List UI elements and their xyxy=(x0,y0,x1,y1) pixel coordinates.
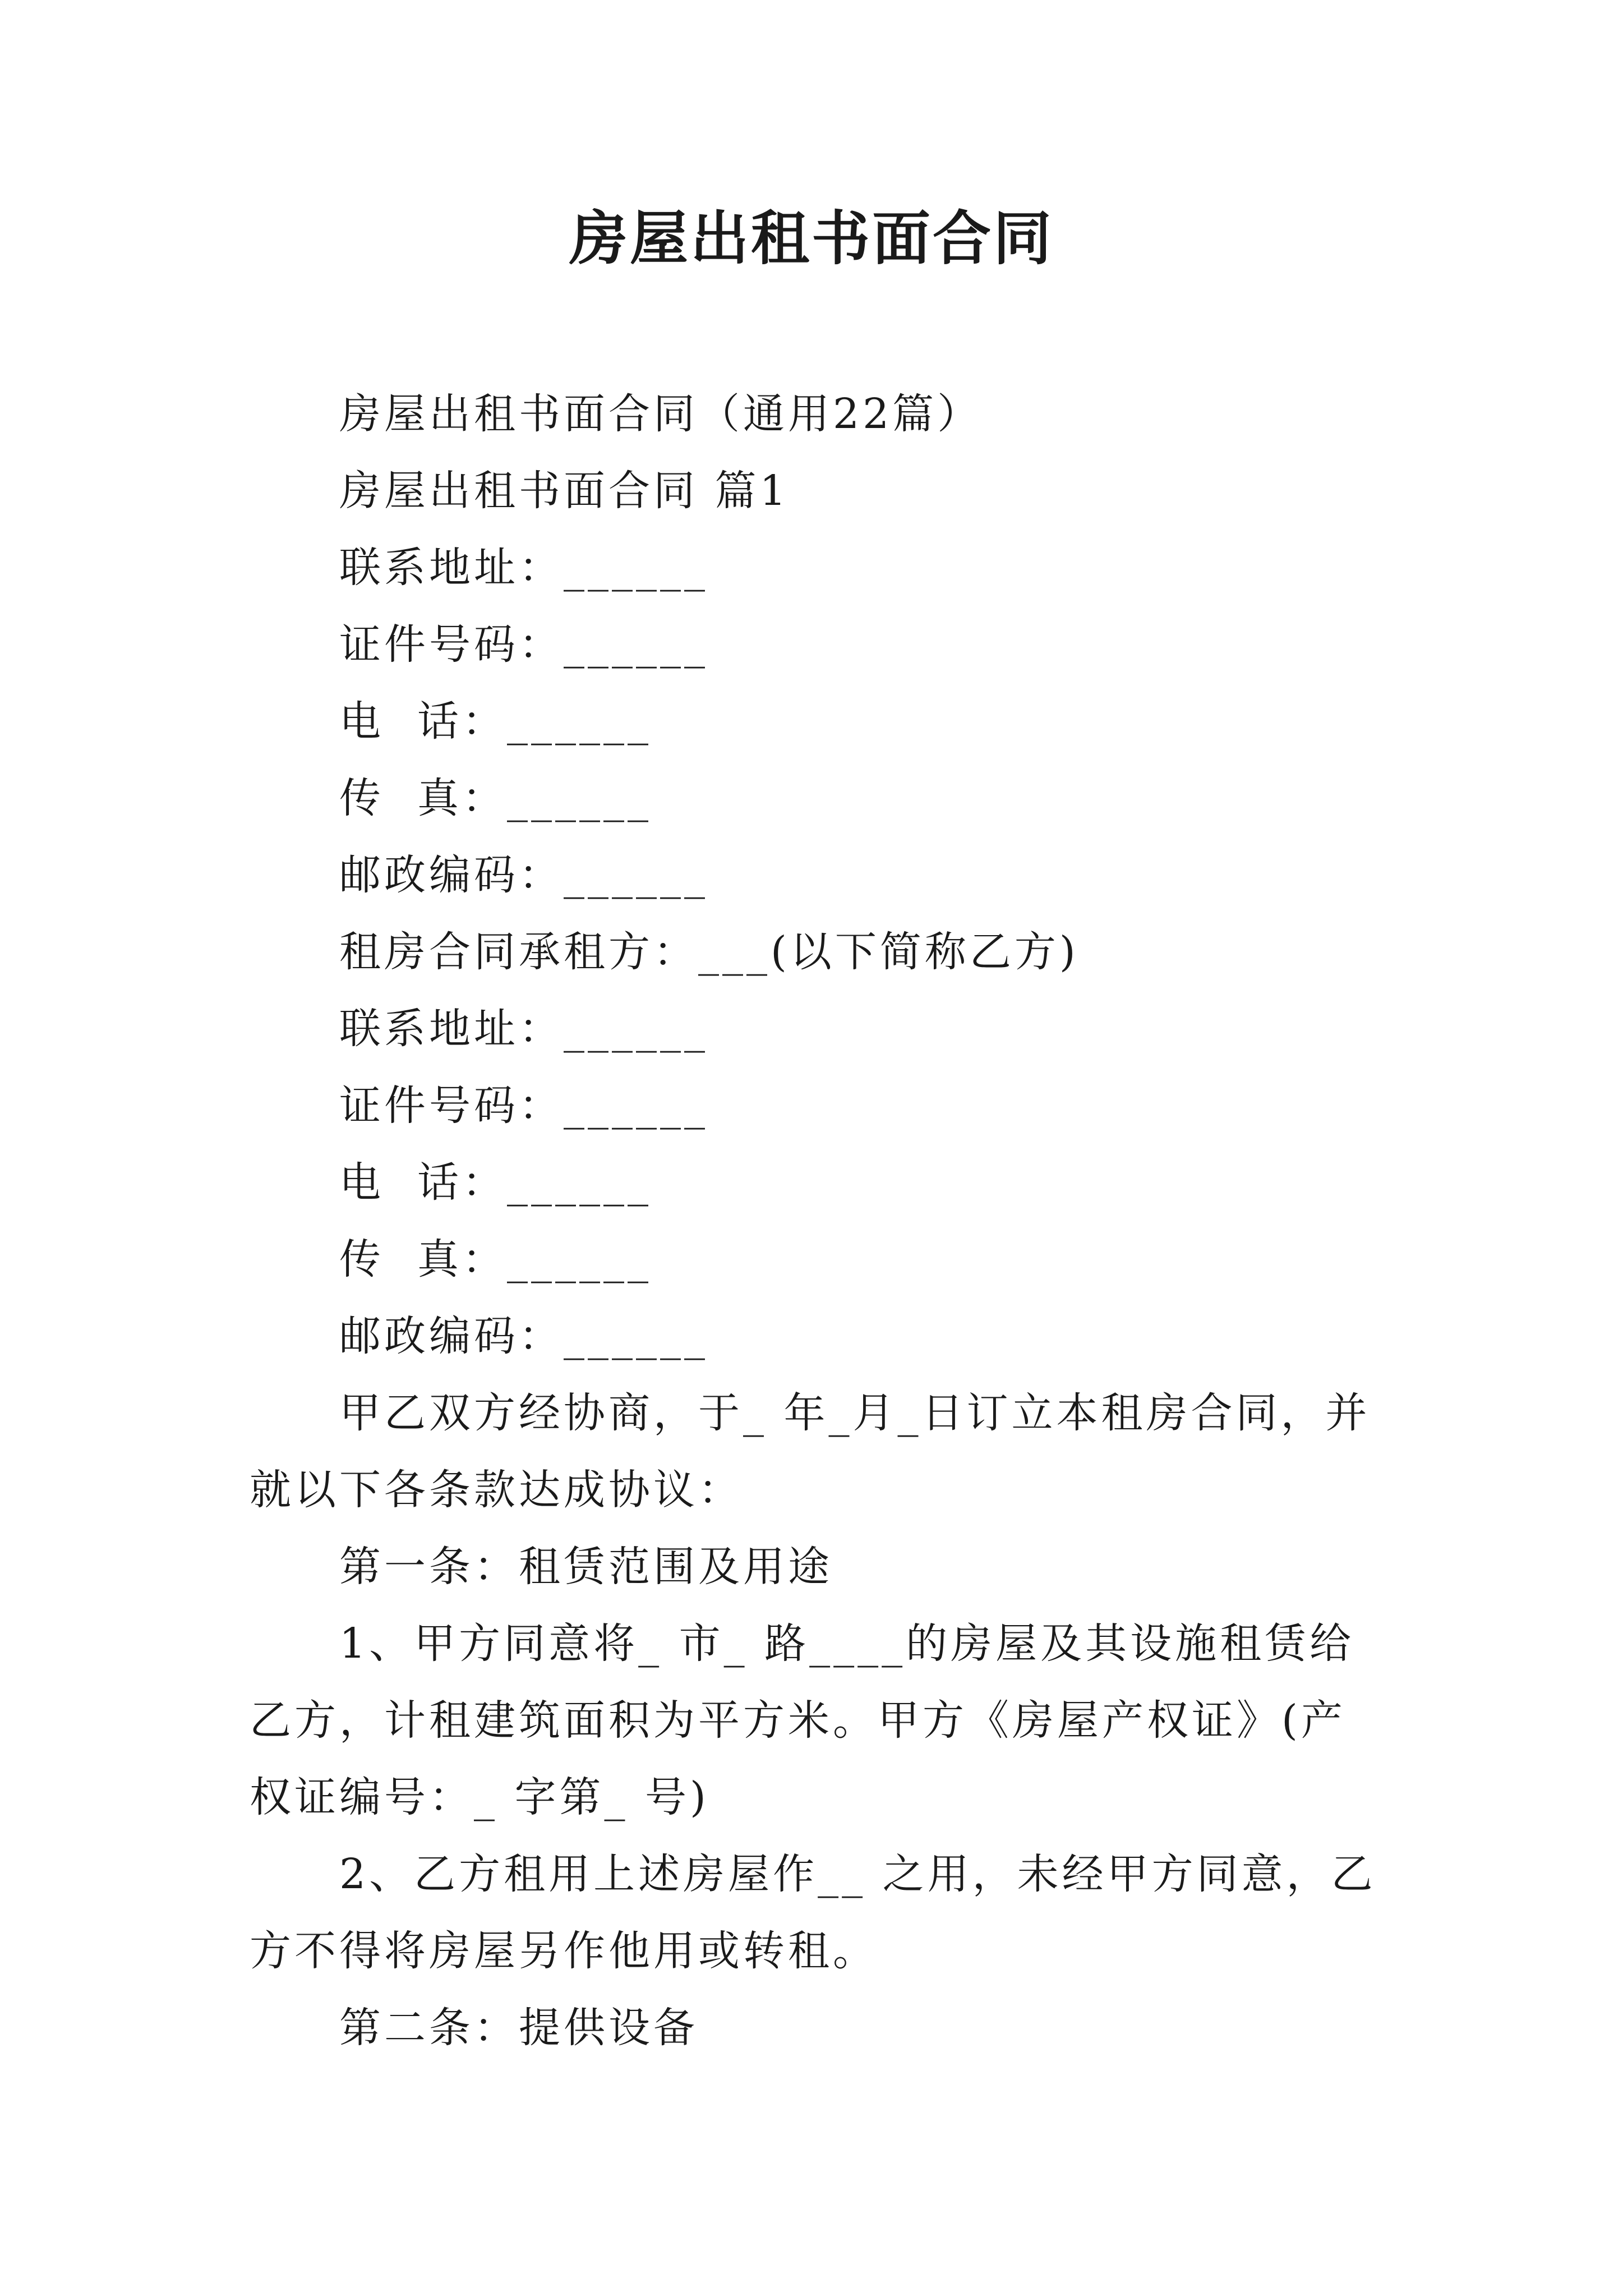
field-address: 联系地址：______ xyxy=(339,1005,708,1053)
article-heading: 第二条：提供设备 xyxy=(339,2004,698,2052)
article-heading: 第一条：租赁范围及用途 xyxy=(339,1543,833,1591)
clause-paragraph: 2、乙方租用上述房屋作__ 之用，未经甲方同意，乙方不得将房屋另作他用或转租。 xyxy=(250,1850,1376,1975)
field-fax: 传 真：______ xyxy=(339,774,652,822)
field-phone: 电 话：______ xyxy=(339,1158,652,1207)
document-title: 房屋出租书面合同 xyxy=(569,204,1054,273)
clause-paragraph: 1、甲方同意将_ 市_ 路____的房屋及其设施租赁给乙方，计租建筑面积为平方米。甲方《房屋产权证》(产权证编号：_ 字第_ 号) xyxy=(250,1619,1355,1821)
field-tenant: 租房合同承租方：___(以下简称乙方) xyxy=(339,928,1079,976)
field-postcode: 邮政编码：______ xyxy=(339,851,708,899)
field-postcode: 邮政编码：______ xyxy=(339,1312,708,1360)
field-id-number: 证件号码：______ xyxy=(339,1082,708,1130)
field-fax: 传 真：______ xyxy=(339,1235,652,1283)
document-body xyxy=(250,376,1388,2067)
doc-heading-line: 房屋出租书面合同（通用22篇） xyxy=(339,390,983,438)
field-address: 联系地址：______ xyxy=(339,544,708,592)
agreement-paragraph: 甲乙双方经协商，于_ 年_月_日订立本租房合同，并就以下各条款达成协议： xyxy=(250,1389,1371,1514)
field-id-number: 证件号码：______ xyxy=(339,620,708,669)
section-heading: 房屋出租书面合同 篇1 xyxy=(339,467,790,515)
field-phone: 电 话：______ xyxy=(339,697,652,746)
